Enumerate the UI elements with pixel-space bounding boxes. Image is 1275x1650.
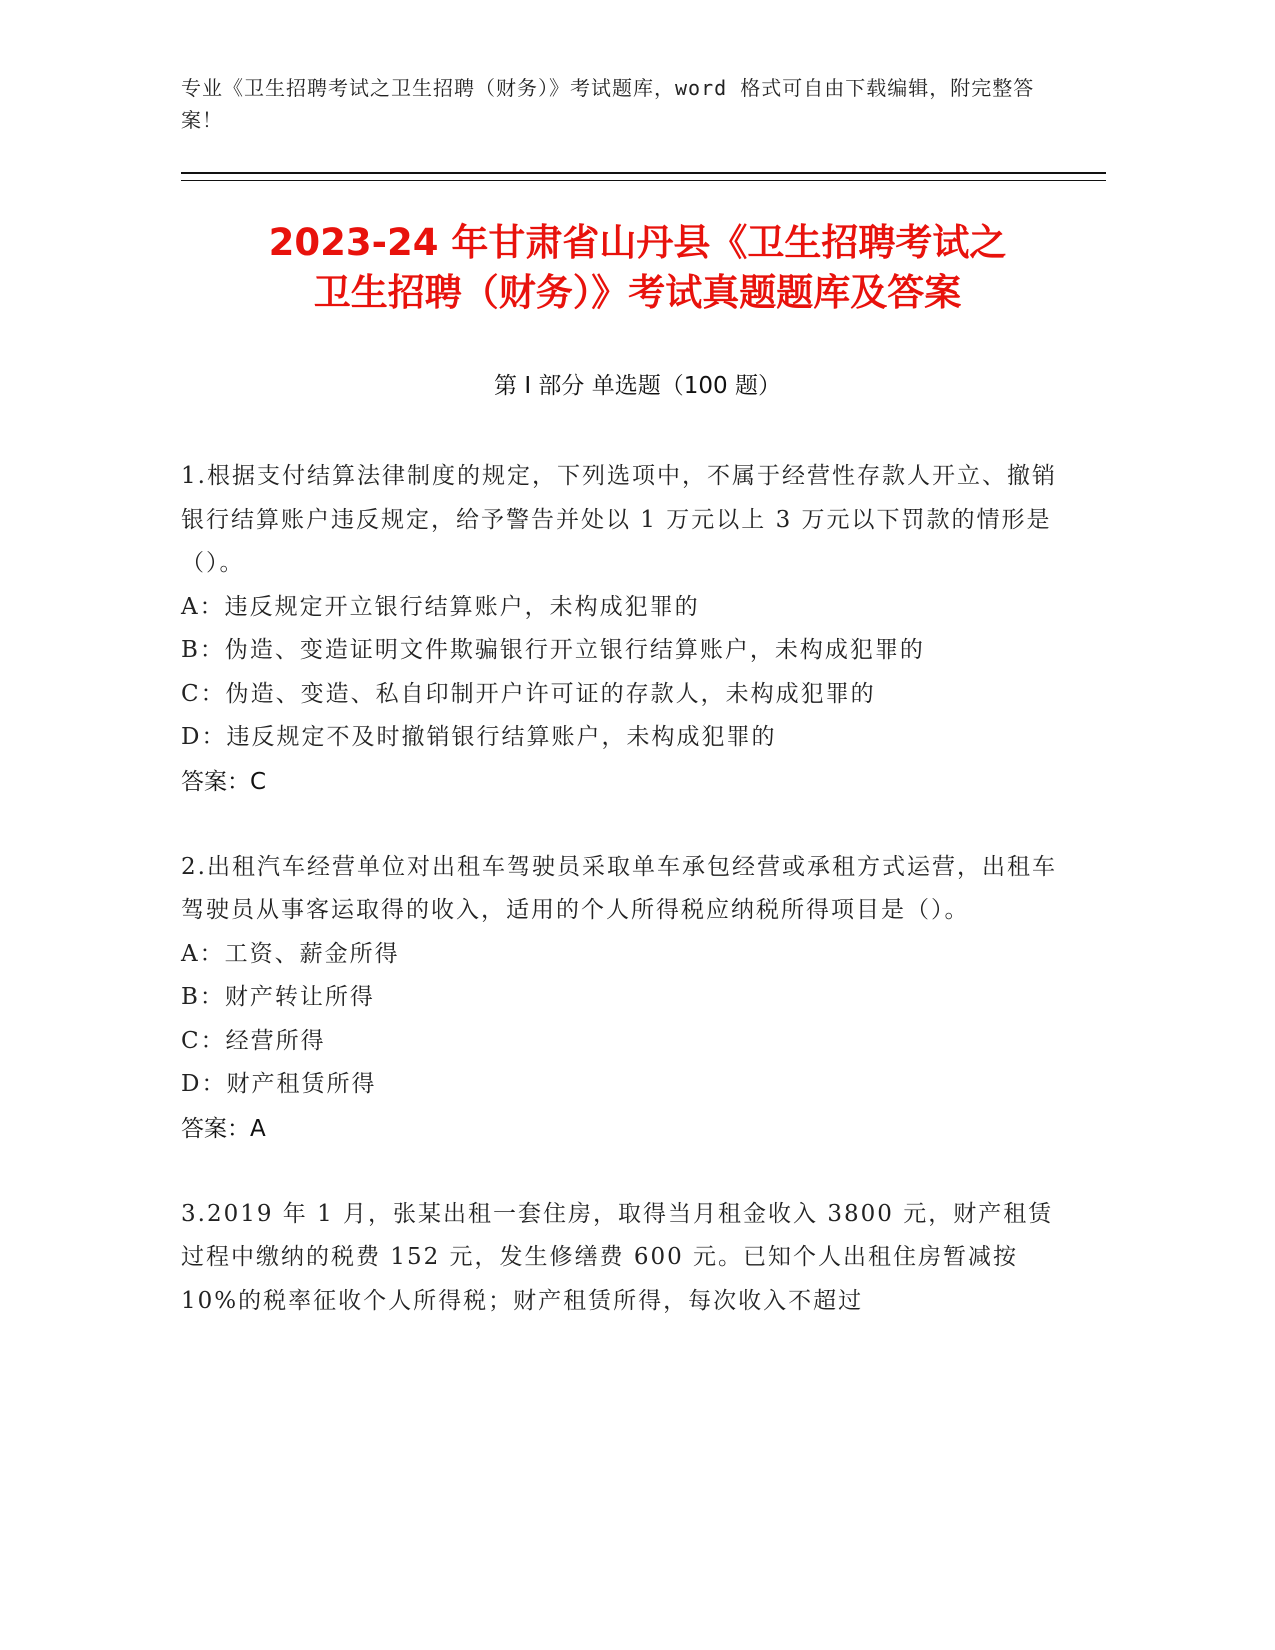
option-c: C：伪造、变造、私自印制开户许可证的存款人，未构成犯罪的 (181, 680, 876, 707)
document-title-line-1: 2023-24 年甘肃省山丹县《卫生招聘考试之 (268, 221, 1007, 264)
question-1 (181, 455, 1061, 804)
option-c: C：经营所得 (181, 1027, 326, 1054)
option-d: D：财产租赁所得 (181, 1071, 377, 1097)
section-heading: 第 I 部分 单选题（100 题） (494, 373, 781, 399)
option-a: A：工资、薪金所得 (181, 940, 400, 967)
header-rule-thick (181, 172, 1106, 174)
answer-line: 答案：A (181, 1115, 266, 1142)
option-d: D：违反规定不及时撤销银行结算账户，未构成犯罪的 (181, 724, 777, 750)
header-rule-thin (181, 180, 1106, 181)
question-3 (181, 1193, 1061, 1324)
question-stem: 3.2019 年 1 月，张某出租一套住房，取得当月租金收入 3800 元，财产租赁过程中缴纳的税费 152 元，发生修缮费 600 元。已知个人出租住房暂减按 10%的税率征收个人所得税；财产租赁所得，每次收入不超过 (181, 1200, 1054, 1314)
question-stem: 1.根据支付结算法律制度的规定，下列选项中，不属于经营性存款人开立、撤销银行结算账户违反规定，给予警告并处以 1 万元以上 3 万元以下罚款的情形是（）。 (181, 463, 1057, 576)
document-title (160, 218, 1115, 318)
question-list (181, 455, 1061, 1365)
option-b: B：伪造、变造证明文件欺骗银行开立银行结算账户，未构成犯罪的 (181, 637, 925, 663)
question-2 (181, 846, 1061, 1151)
question-stem: 2.出租汽车经营单位对出租车驾驶员采取单车承包经营或承租方式运营，出租车驾驶员从事客运取得的收入，适用的个人所得税应纳税所得项目是（）。 (181, 853, 1057, 923)
document-title-line-2: 卫生招聘（财务）》考试真题题库及答案 (313, 271, 962, 314)
option-b: B：财产转让所得 (181, 984, 375, 1010)
header-note: 专业《卫生招聘考试之卫生招聘（财务）》考试题库，word 格式可自由下载编辑，附完整答案！ (181, 76, 1035, 132)
option-a: A：违反规定开立银行结算账户，未构成犯罪的 (181, 593, 700, 620)
answer-line: 答案：C (181, 768, 267, 795)
